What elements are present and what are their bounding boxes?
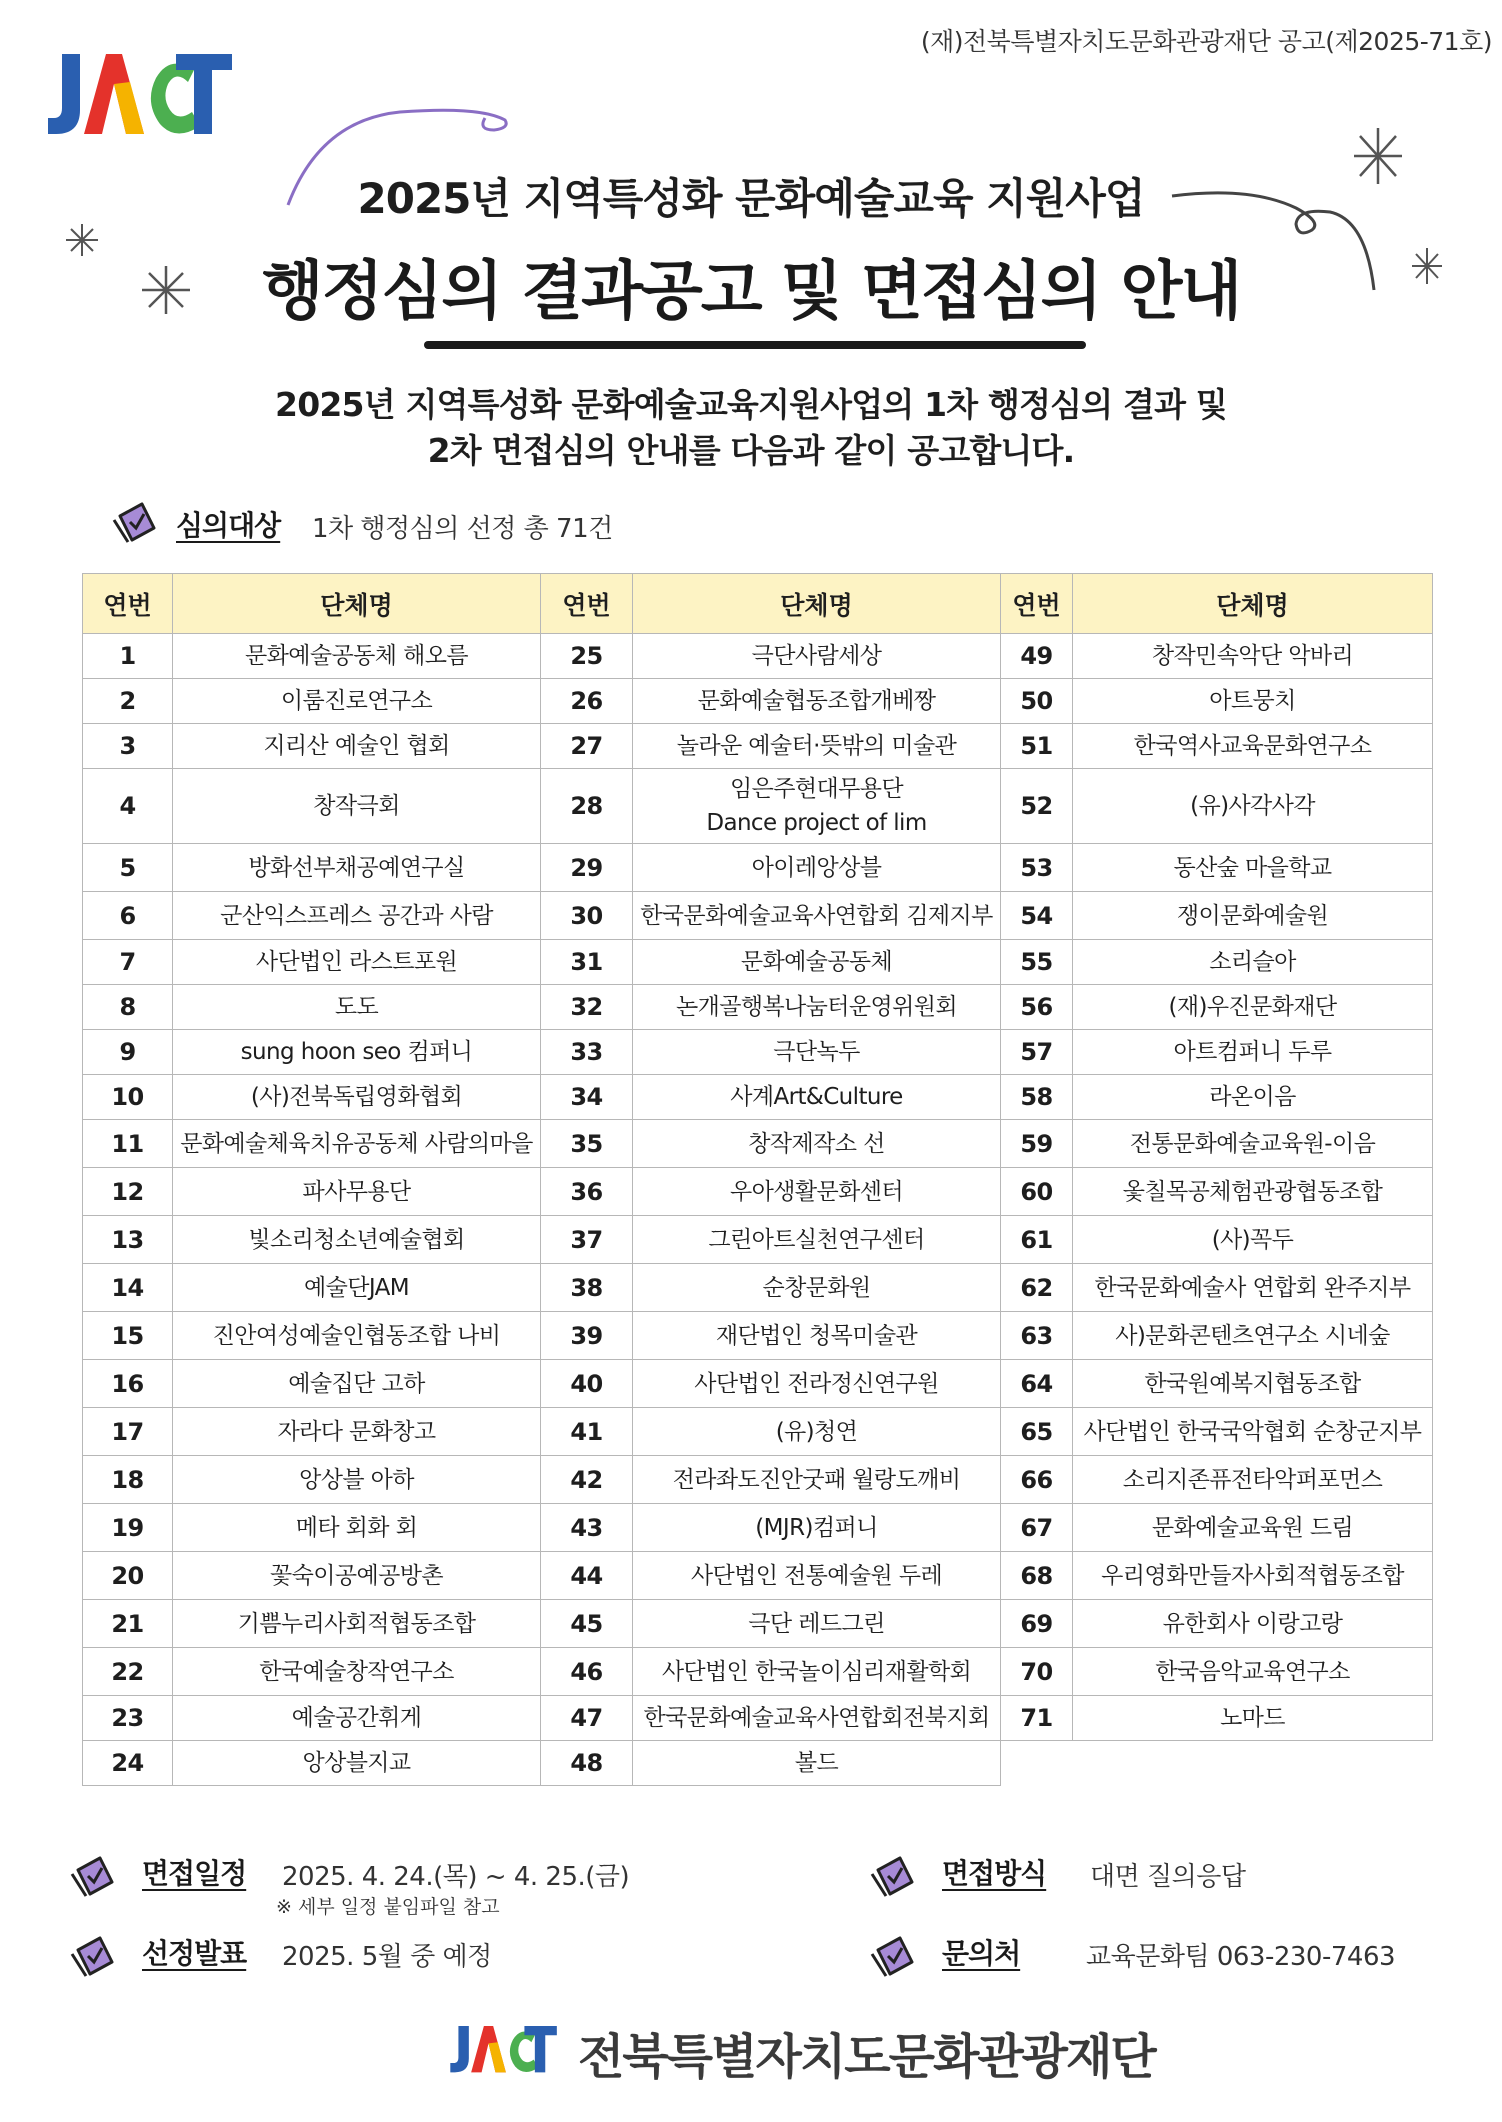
- row-number: 13: [83, 1216, 173, 1264]
- org-name: 소리슬아: [1073, 940, 1433, 985]
- table-row: [83, 1696, 1433, 1741]
- org-name: 극단녹두: [633, 1030, 1001, 1075]
- row-number: 61: [1001, 1216, 1073, 1264]
- org-name: 라온이음: [1073, 1075, 1433, 1120]
- table-row: [83, 1408, 1433, 1456]
- org-name: 한국원예복지협동조합: [1073, 1360, 1433, 1408]
- row-number: 45: [541, 1600, 633, 1648]
- row-number: 19: [83, 1504, 173, 1552]
- org-name: sung hoon seo 컴퍼니: [173, 1030, 541, 1075]
- org-name: 사단법인 라스트포원: [173, 940, 541, 985]
- contact-label: 문의처: [942, 1937, 1021, 1970]
- header-org-name: 단체명: [173, 574, 541, 634]
- org-name: 메타 회화 회: [173, 1504, 541, 1552]
- jact-logo: [448, 2020, 558, 2076]
- contact-value: 교육문화팀 063-230-7463: [1086, 1942, 1396, 1972]
- check-note-icon: [870, 1852, 916, 1898]
- row-number: 14: [83, 1264, 173, 1312]
- org-name: 문화예술협동조합개베짱: [633, 679, 1001, 724]
- row-number: 30: [541, 892, 633, 940]
- org-name: 군산익스프레스 공간과 사람: [173, 892, 541, 940]
- row-number: 20: [83, 1552, 173, 1600]
- row-number: 57: [1001, 1030, 1073, 1075]
- org-name: 문화예술공동체 해오름: [173, 634, 541, 679]
- table-row: [83, 844, 1433, 892]
- org-name: 이룸진로연구소: [173, 679, 541, 724]
- interview-schedule-note: ※ 세부 일정 붙임파일 참고: [276, 1896, 500, 1918]
- org-name: 논개골행복나눔터운영위원회: [633, 985, 1001, 1030]
- header-no: 연번: [83, 574, 173, 634]
- empty-cell: [1001, 1741, 1073, 1786]
- org-name: 앙상블 아하: [173, 1456, 541, 1504]
- row-number: 33: [541, 1030, 633, 1075]
- org-name: 사단법인 전통예술원 두레: [633, 1552, 1001, 1600]
- org-name: 예술집단 고하: [173, 1360, 541, 1408]
- row-number: 40: [541, 1360, 633, 1408]
- table-row: [83, 1741, 1433, 1786]
- row-number: 31: [541, 940, 633, 985]
- org-name: [633, 769, 1001, 844]
- org-name: 순창문화원: [633, 1264, 1001, 1312]
- org-name: 한국문화예술교육사연합회 김제지부: [633, 892, 1001, 940]
- org-name: (사)꼭두: [1073, 1216, 1433, 1264]
- row-number: 51: [1001, 724, 1073, 769]
- selection-table: [82, 573, 1433, 1786]
- row-number: 46: [541, 1648, 633, 1696]
- org-name: (재)우진문화재단: [1073, 985, 1433, 1030]
- org-name: 그린아트실천연구센터: [633, 1216, 1001, 1264]
- org-name: 사단법인 한국놀이심리재활학회: [633, 1648, 1001, 1696]
- table-row: [83, 1456, 1433, 1504]
- org-name: 문화예술공동체: [633, 940, 1001, 985]
- row-number: 25: [541, 634, 633, 679]
- row-number: 12: [83, 1168, 173, 1216]
- selection-announce-value: 2025. 5월 중 예정: [282, 1942, 492, 1972]
- row-number: 10: [83, 1075, 173, 1120]
- org-name: 앙상블지교: [173, 1741, 541, 1786]
- check-note-icon: [870, 1932, 916, 1978]
- org-name: 전통문화예술교육원-이음: [1073, 1120, 1433, 1168]
- row-number: 15: [83, 1312, 173, 1360]
- row-number: 16: [83, 1360, 173, 1408]
- table-row: [83, 1030, 1433, 1075]
- org-name: 아이레앙상블: [633, 844, 1001, 892]
- row-number: 23: [83, 1696, 173, 1741]
- target-label: 심의대상: [176, 509, 281, 542]
- org-name: 아트컴퍼니 두루: [1073, 1030, 1433, 1075]
- target-value: 1차 행정심의 선정 총 71건: [312, 514, 613, 544]
- org-name: 노마드: [1073, 1696, 1433, 1741]
- row-number: 11: [83, 1120, 173, 1168]
- notice-number: (재)전북특별자치도문화관광재단 공고(제2025-71호): [920, 27, 1492, 56]
- org-name: 유한회사 이랑고랑: [1073, 1600, 1433, 1648]
- org-name: 놀라운 예술터·뜻밖의 미술관: [633, 724, 1001, 769]
- org-name: 재단법인 청목미술관: [633, 1312, 1001, 1360]
- org-name: 예술단JAM: [173, 1264, 541, 1312]
- row-number: 70: [1001, 1648, 1073, 1696]
- row-number: 24: [83, 1741, 173, 1786]
- org-name: 꽃숙이공예공방촌: [173, 1552, 541, 1600]
- row-number: 43: [541, 1504, 633, 1552]
- row-number: 48: [541, 1741, 633, 1786]
- row-number: 4: [83, 769, 173, 844]
- row-number: 9: [83, 1030, 173, 1075]
- row-number: 22: [83, 1648, 173, 1696]
- org-name: 사단법인 전라정신연구원: [633, 1360, 1001, 1408]
- org-name: 극단사람세상: [633, 634, 1001, 679]
- row-number: 36: [541, 1168, 633, 1216]
- header-org-name: 단체명: [633, 574, 1001, 634]
- table-row: [83, 1552, 1433, 1600]
- row-number: 21: [83, 1600, 173, 1648]
- org-name: 동산숲 마을학교: [1073, 844, 1433, 892]
- row-number: 49: [1001, 634, 1073, 679]
- row-number: 37: [541, 1216, 633, 1264]
- org-name: 우아생활문화센터: [633, 1168, 1001, 1216]
- org-name: (유)사각사각: [1073, 769, 1433, 844]
- org-name: 도도: [173, 985, 541, 1030]
- table-row: [83, 940, 1433, 985]
- check-note-icon: [70, 1932, 116, 1978]
- row-number: 56: [1001, 985, 1073, 1030]
- row-number: 27: [541, 724, 633, 769]
- row-number: 26: [541, 679, 633, 724]
- org-name: 한국역사교육문화연구소: [1073, 724, 1433, 769]
- org-name: 빛소리청소년예술협회: [173, 1216, 541, 1264]
- intro-line-2: 2차 면접심의 안내를 다음과 같이 공고합니다.: [427, 431, 1075, 470]
- org-name: 쟁이문화예술원: [1073, 892, 1433, 940]
- org-name: 전라좌도진안굿패 월랑도깨비: [633, 1456, 1001, 1504]
- row-number: 39: [541, 1312, 633, 1360]
- table-row: [83, 1360, 1433, 1408]
- org-name: 파사무용단: [173, 1168, 541, 1216]
- intro-text: [0, 382, 1502, 474]
- row-number: 41: [541, 1408, 633, 1456]
- interview-schedule-value: 2025. 4. 24.(목) ~ 4. 25.(금): [282, 1862, 630, 1892]
- table-row: [83, 1648, 1433, 1696]
- table-row: [83, 724, 1433, 769]
- check-note-icon: [112, 498, 158, 544]
- row-number: 34: [541, 1075, 633, 1120]
- table-row: [83, 1504, 1433, 1552]
- row-number: 7: [83, 940, 173, 985]
- org-name: 극단 레드그린: [633, 1600, 1001, 1648]
- row-number: 5: [83, 844, 173, 892]
- table-row: [83, 985, 1433, 1030]
- header-no: 연번: [541, 574, 633, 634]
- footer-org-name: 전북특별자치도문화관광재단: [578, 2029, 1155, 2085]
- table-row: [83, 1120, 1433, 1168]
- header-no: 연번: [1001, 574, 1073, 634]
- org-name: 예술공간휘게: [173, 1696, 541, 1741]
- header-org-name: 단체명: [1073, 574, 1433, 634]
- row-number: 54: [1001, 892, 1073, 940]
- table-row: [83, 1216, 1433, 1264]
- org-name: 문화예술체육치유공동체 사람의마을: [173, 1120, 541, 1168]
- row-number: 52: [1001, 769, 1073, 844]
- row-number: 17: [83, 1408, 173, 1456]
- org-name: 사계Art&Culture: [633, 1075, 1001, 1120]
- row-number: 8: [83, 985, 173, 1030]
- table-row: [83, 1264, 1433, 1312]
- row-number: 66: [1001, 1456, 1073, 1504]
- org-name: 기쁨누리사회적협동조합: [173, 1600, 541, 1648]
- table-row: [83, 679, 1433, 724]
- row-number: 44: [541, 1552, 633, 1600]
- org-name: (유)청연: [633, 1408, 1001, 1456]
- org-name: 옻칠목공체험관광협동조합: [1073, 1168, 1433, 1216]
- row-number: 59: [1001, 1120, 1073, 1168]
- org-name: 소리지존퓨전타악퍼포먼스: [1073, 1456, 1433, 1504]
- intro-line-1: 2025년 지역특성화 문화예술교육지원사업의 1차 행정심의 결과 및: [275, 385, 1227, 424]
- selection-announce-label: 선정발표: [142, 1937, 247, 1970]
- row-number: 64: [1001, 1360, 1073, 1408]
- org-name: 한국문화예술사 연합회 완주지부: [1073, 1264, 1433, 1312]
- jact-logo: [44, 44, 234, 140]
- org-name: 사단법인 한국국악협회 순창군지부: [1073, 1408, 1433, 1456]
- row-number: 58: [1001, 1075, 1073, 1120]
- row-number: 18: [83, 1456, 173, 1504]
- org-name: 지리산 예술인 협회: [173, 724, 541, 769]
- org-name: (사)전북독립영화협회: [173, 1075, 541, 1120]
- row-number: 65: [1001, 1408, 1073, 1456]
- org-name: 진안여성예술인협동조합 나비: [173, 1312, 541, 1360]
- org-name: 사)문화콘텐츠연구소 시네숲: [1073, 1312, 1433, 1360]
- row-number: 35: [541, 1120, 633, 1168]
- table-row: [83, 634, 1433, 679]
- org-name-line-1: 임은주현대무용단: [730, 776, 903, 802]
- row-number: 38: [541, 1264, 633, 1312]
- org-name: 창작극회: [173, 769, 541, 844]
- row-number: 67: [1001, 1504, 1073, 1552]
- interview-method-label: 면접방식: [942, 1857, 1047, 1890]
- row-number: 2: [83, 679, 173, 724]
- table-row: [83, 1312, 1433, 1360]
- table-header-row: [83, 574, 1433, 634]
- row-number: 1: [83, 634, 173, 679]
- org-name: 창작제작소 선: [633, 1120, 1001, 1168]
- org-name: 방화선부채공예연구실: [173, 844, 541, 892]
- row-number: 63: [1001, 1312, 1073, 1360]
- row-number: 29: [541, 844, 633, 892]
- table-row: [83, 1075, 1433, 1120]
- org-name: 한국음악교육연구소: [1073, 1648, 1433, 1696]
- org-name: 자라다 문화창고: [173, 1408, 541, 1456]
- table-row: [83, 892, 1433, 940]
- row-number: 32: [541, 985, 633, 1030]
- org-name: 문화예술교육원 드림: [1073, 1504, 1433, 1552]
- empty-cell: [1073, 1741, 1433, 1786]
- row-number: 60: [1001, 1168, 1073, 1216]
- row-number: 42: [541, 1456, 633, 1504]
- check-note-icon: [70, 1852, 116, 1898]
- row-number: 28: [541, 769, 633, 844]
- table-row: [83, 1600, 1433, 1648]
- title-underline: [424, 341, 1086, 349]
- org-name: 우리영화만들자사회적협동조합: [1073, 1552, 1433, 1600]
- interview-method-value: 대면 질의응답: [1090, 1862, 1246, 1892]
- org-name: 아트뭉치: [1073, 679, 1433, 724]
- interview-schedule-label: 면접일정: [142, 1857, 247, 1890]
- page-title: 행정심의 결과공고 및 면접심의 안내: [261, 255, 1241, 329]
- org-name: 볼드: [633, 1741, 1001, 1786]
- table-row: [83, 1168, 1433, 1216]
- row-number: 69: [1001, 1600, 1073, 1648]
- row-number: 55: [1001, 940, 1073, 985]
- row-number: 3: [83, 724, 173, 769]
- row-number: 62: [1001, 1264, 1073, 1312]
- row-number: 71: [1001, 1696, 1073, 1741]
- org-name: 한국예술창작연구소: [173, 1648, 541, 1696]
- title-subheading: 2025년 지역특성화 문화예술교육 지원사업: [357, 174, 1145, 223]
- row-number: 6: [83, 892, 173, 940]
- org-name: 한국문화예술교육사연합회전북지회: [633, 1696, 1001, 1741]
- row-number: 53: [1001, 844, 1073, 892]
- row-number: 50: [1001, 679, 1073, 724]
- org-name: (MJR)컴퍼니: [633, 1504, 1001, 1552]
- table-row: [83, 769, 1433, 844]
- org-name: 창작민속악단 악바리: [1073, 634, 1433, 679]
- row-number: 68: [1001, 1552, 1073, 1600]
- org-name-line-2: Dance project of lim: [706, 810, 927, 836]
- row-number: 47: [541, 1696, 633, 1741]
